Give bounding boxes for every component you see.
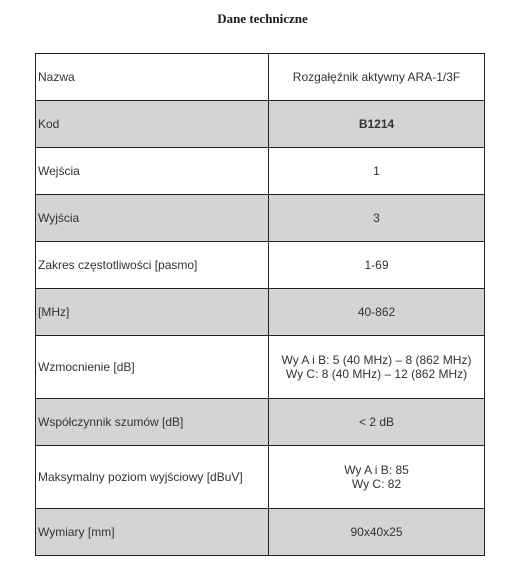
row-label-inputs: Wejścia <box>36 148 269 195</box>
row-label-max-output: Maksymalny poziom wyjściowy [dBuV] <box>36 446 269 509</box>
row-value-dimensions: 90x40x25 <box>269 509 485 556</box>
table-row <box>36 195 485 242</box>
table-row <box>36 101 485 148</box>
max-output-line-ab: Wy A i B: 85 <box>344 463 409 477</box>
table-row <box>36 289 485 336</box>
row-label-name: Nazwa <box>36 54 269 101</box>
row-label-noise: Współczynnik szumów [dB] <box>36 399 269 446</box>
row-label-gain: Wzmocnienie [dB] <box>36 336 269 399</box>
table-row <box>36 148 485 195</box>
row-label-dimensions: Wymiary [mm] <box>36 509 269 556</box>
row-label-mhz: [MHz] <box>36 289 269 336</box>
table-row <box>36 242 485 289</box>
table-row <box>36 54 485 101</box>
row-value-max-output <box>269 446 485 509</box>
row-value-mhz: 40-862 <box>269 289 485 336</box>
row-label-code: Kod <box>36 101 269 148</box>
row-label-outputs: Wyjścia <box>36 195 269 242</box>
table-row <box>36 336 485 399</box>
row-value-outputs: 3 <box>269 195 485 242</box>
row-value-name: Rozgałęźnik aktywny ARA-1/3F <box>269 54 485 101</box>
page-title: Dane techniczne <box>217 11 308 26</box>
row-label-frequency-band: Zakres częstotliwości [pasmo] <box>36 242 269 289</box>
table-row <box>36 446 485 509</box>
table-row <box>36 399 485 446</box>
row-value-gain <box>269 336 485 399</box>
row-value-noise: < 2 dB <box>269 399 485 446</box>
gain-line-c: Wy C: 8 (40 MHz) – 12 (862 MHz) <box>285 367 468 381</box>
max-output-line-c: Wy C: 82 <box>351 477 402 491</box>
gain-line-ab: Wy A i B: 5 (40 MHz) – 8 (862 MHz) <box>281 353 472 367</box>
row-value-code: B1214 <box>269 101 485 148</box>
spec-table <box>35 53 485 556</box>
row-value-inputs: 1 <box>269 148 485 195</box>
table-row <box>36 509 485 556</box>
row-value-frequency-band: 1-69 <box>269 242 485 289</box>
